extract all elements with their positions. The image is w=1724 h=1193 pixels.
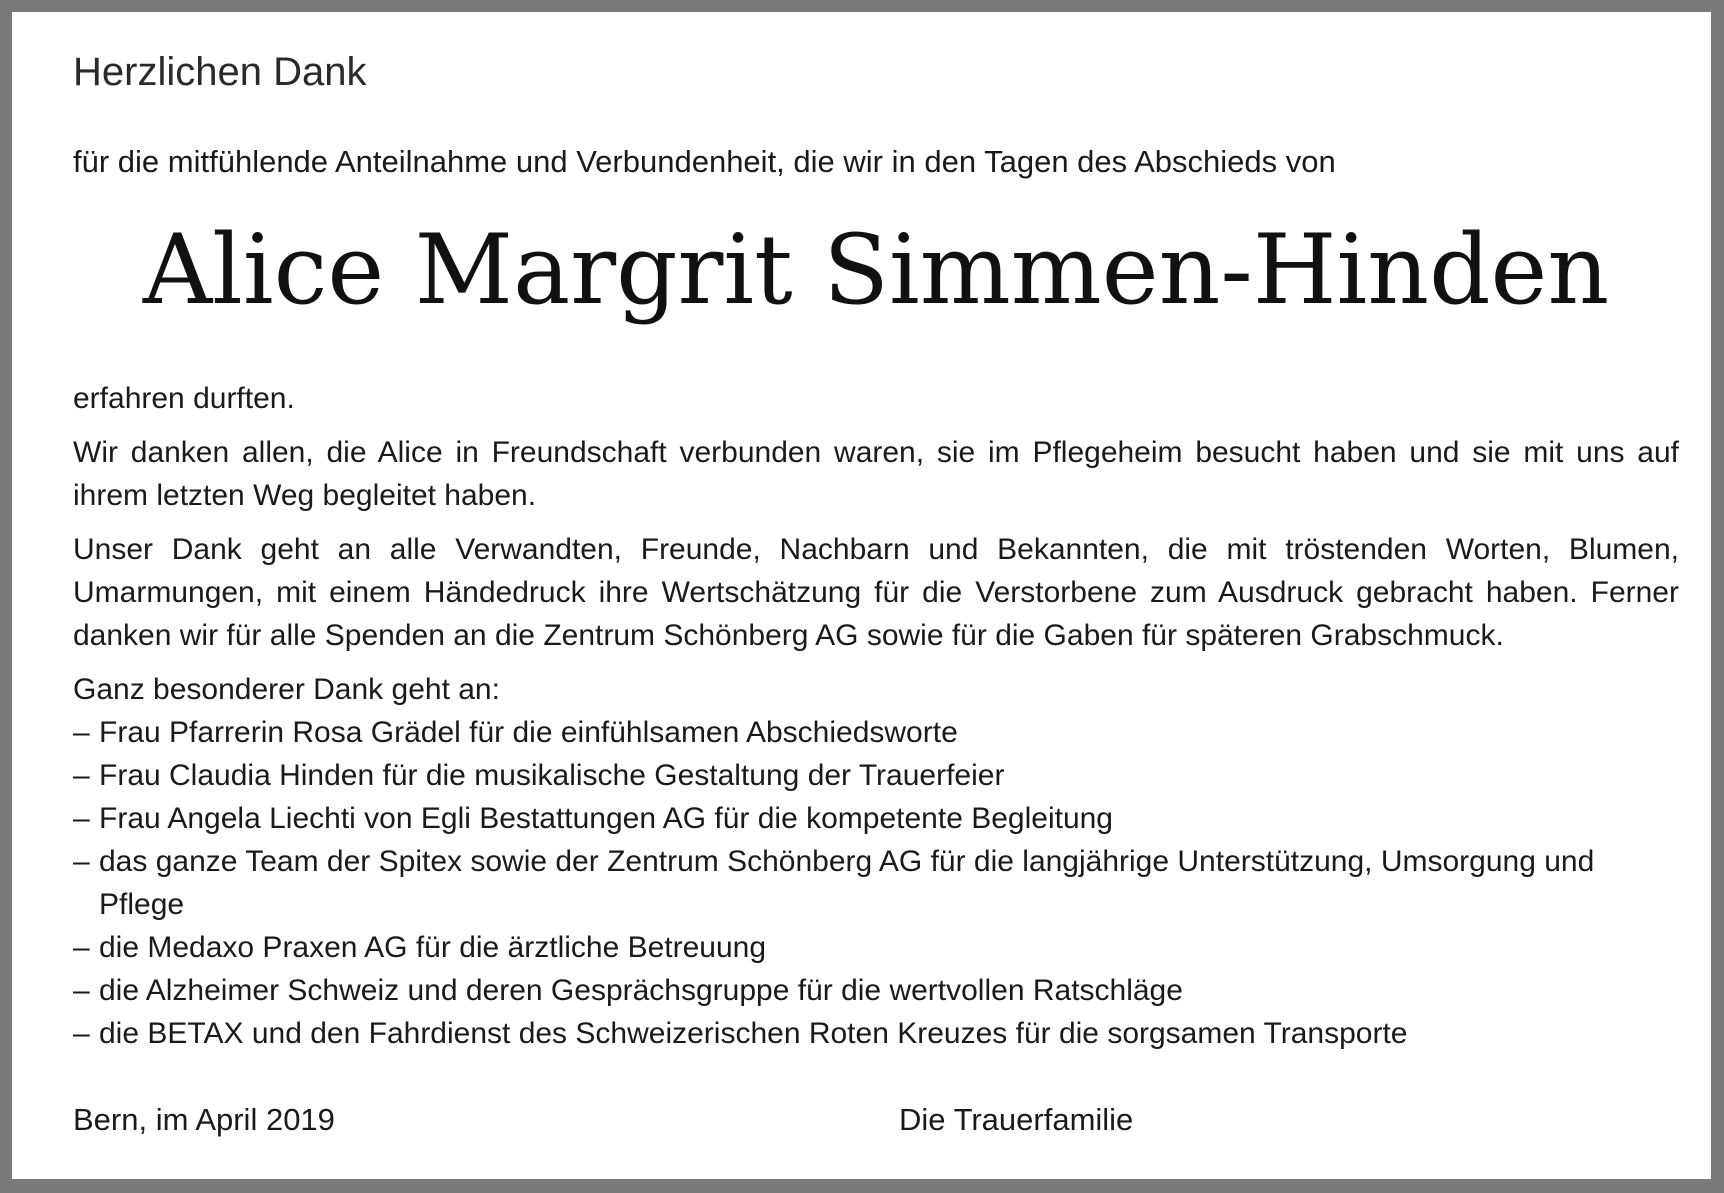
list-item-text: Frau Pfarrerin Rosa Grädel für die einfühlsamen Abschiedsworte (99, 716, 958, 749)
list-item (73, 1012, 1679, 1055)
dash-bullet: – (73, 759, 90, 792)
dash-bullet: – (73, 931, 90, 964)
list-item-text: die Medaxo Praxen AG für die ärztliche Betreuung (99, 931, 767, 964)
dash-bullet: – (73, 716, 90, 749)
dash-bullet: – (73, 802, 90, 835)
list-item (73, 711, 1679, 754)
heading: Herzlichen Dank (73, 50, 367, 94)
special-thanks-intro: Ganz besonderer Dank geht an: (73, 673, 500, 706)
list-item-text: Frau Claudia Hinden für die musikalische Gestaltung der Trauerfeier (99, 759, 1005, 792)
list-item (73, 840, 1679, 926)
list-item-text: das ganze Team der Spitex sowie der Zentrum Schönberg AG für die langjährige Unterstützung, Umsorgung und Pflege (99, 845, 1595, 921)
list-item-text: die Alzheimer Schweiz und deren Gesprächsgruppe für die wertvollen Ratschläge (99, 974, 1183, 1007)
signature: Die Trauerfamilie (899, 1102, 1134, 1137)
intro-text: für die mitfühlende Anteilnahme und Verbundenheit, die wir in den Tagen des Abschieds von (73, 144, 1336, 179)
dash-bullet: – (73, 845, 90, 878)
paragraph: Wir danken allen, die Alice in Freundschaft verbunden waren, sie im Pflegeheim besucht haben und sie mit uns auf ihrem letzten Weg begleitet haben. (73, 436, 1679, 512)
deceased-name: Alice Margrit Simmen-Hinden (142, 214, 1610, 326)
dash-bullet: – (73, 1017, 90, 1050)
list-item-text: die BETAX und den Fahrdienst des Schweizerischen Roten Kreuzes für die sorgsamen Transporte (99, 1017, 1408, 1050)
list-item (73, 969, 1679, 1012)
list-item-text: Frau Angela Liechti von Egli Bestattungen AG für die kompetente Begleitung (99, 802, 1113, 835)
list-item (73, 926, 1679, 969)
dash-bullet: – (73, 974, 90, 1007)
paragraph: Unser Dank geht an alle Verwandten, Freunde, Nachbarn und Bekannten, die mit tröstenden Worten, Blumen, Umarmungen, mit einem Händedruck ihre Wertschätzung für die Verstorbene zum Ausdruck gebracht haben. Ferner danken wir für alle Spenden an die Zentrum Schönberg AG sowie für die Gaben für späteren Grabschmuck. (73, 533, 1679, 652)
special-thanks (73, 668, 1679, 1055)
paragraph: erfahren durften. (73, 382, 295, 415)
body-text (73, 377, 1679, 1055)
obituary-card (12, 12, 1711, 1179)
place-date: Bern, im April 2019 (73, 1102, 335, 1137)
special-thanks-list (73, 711, 1679, 1055)
list-item (73, 797, 1679, 840)
list-item (73, 754, 1679, 797)
